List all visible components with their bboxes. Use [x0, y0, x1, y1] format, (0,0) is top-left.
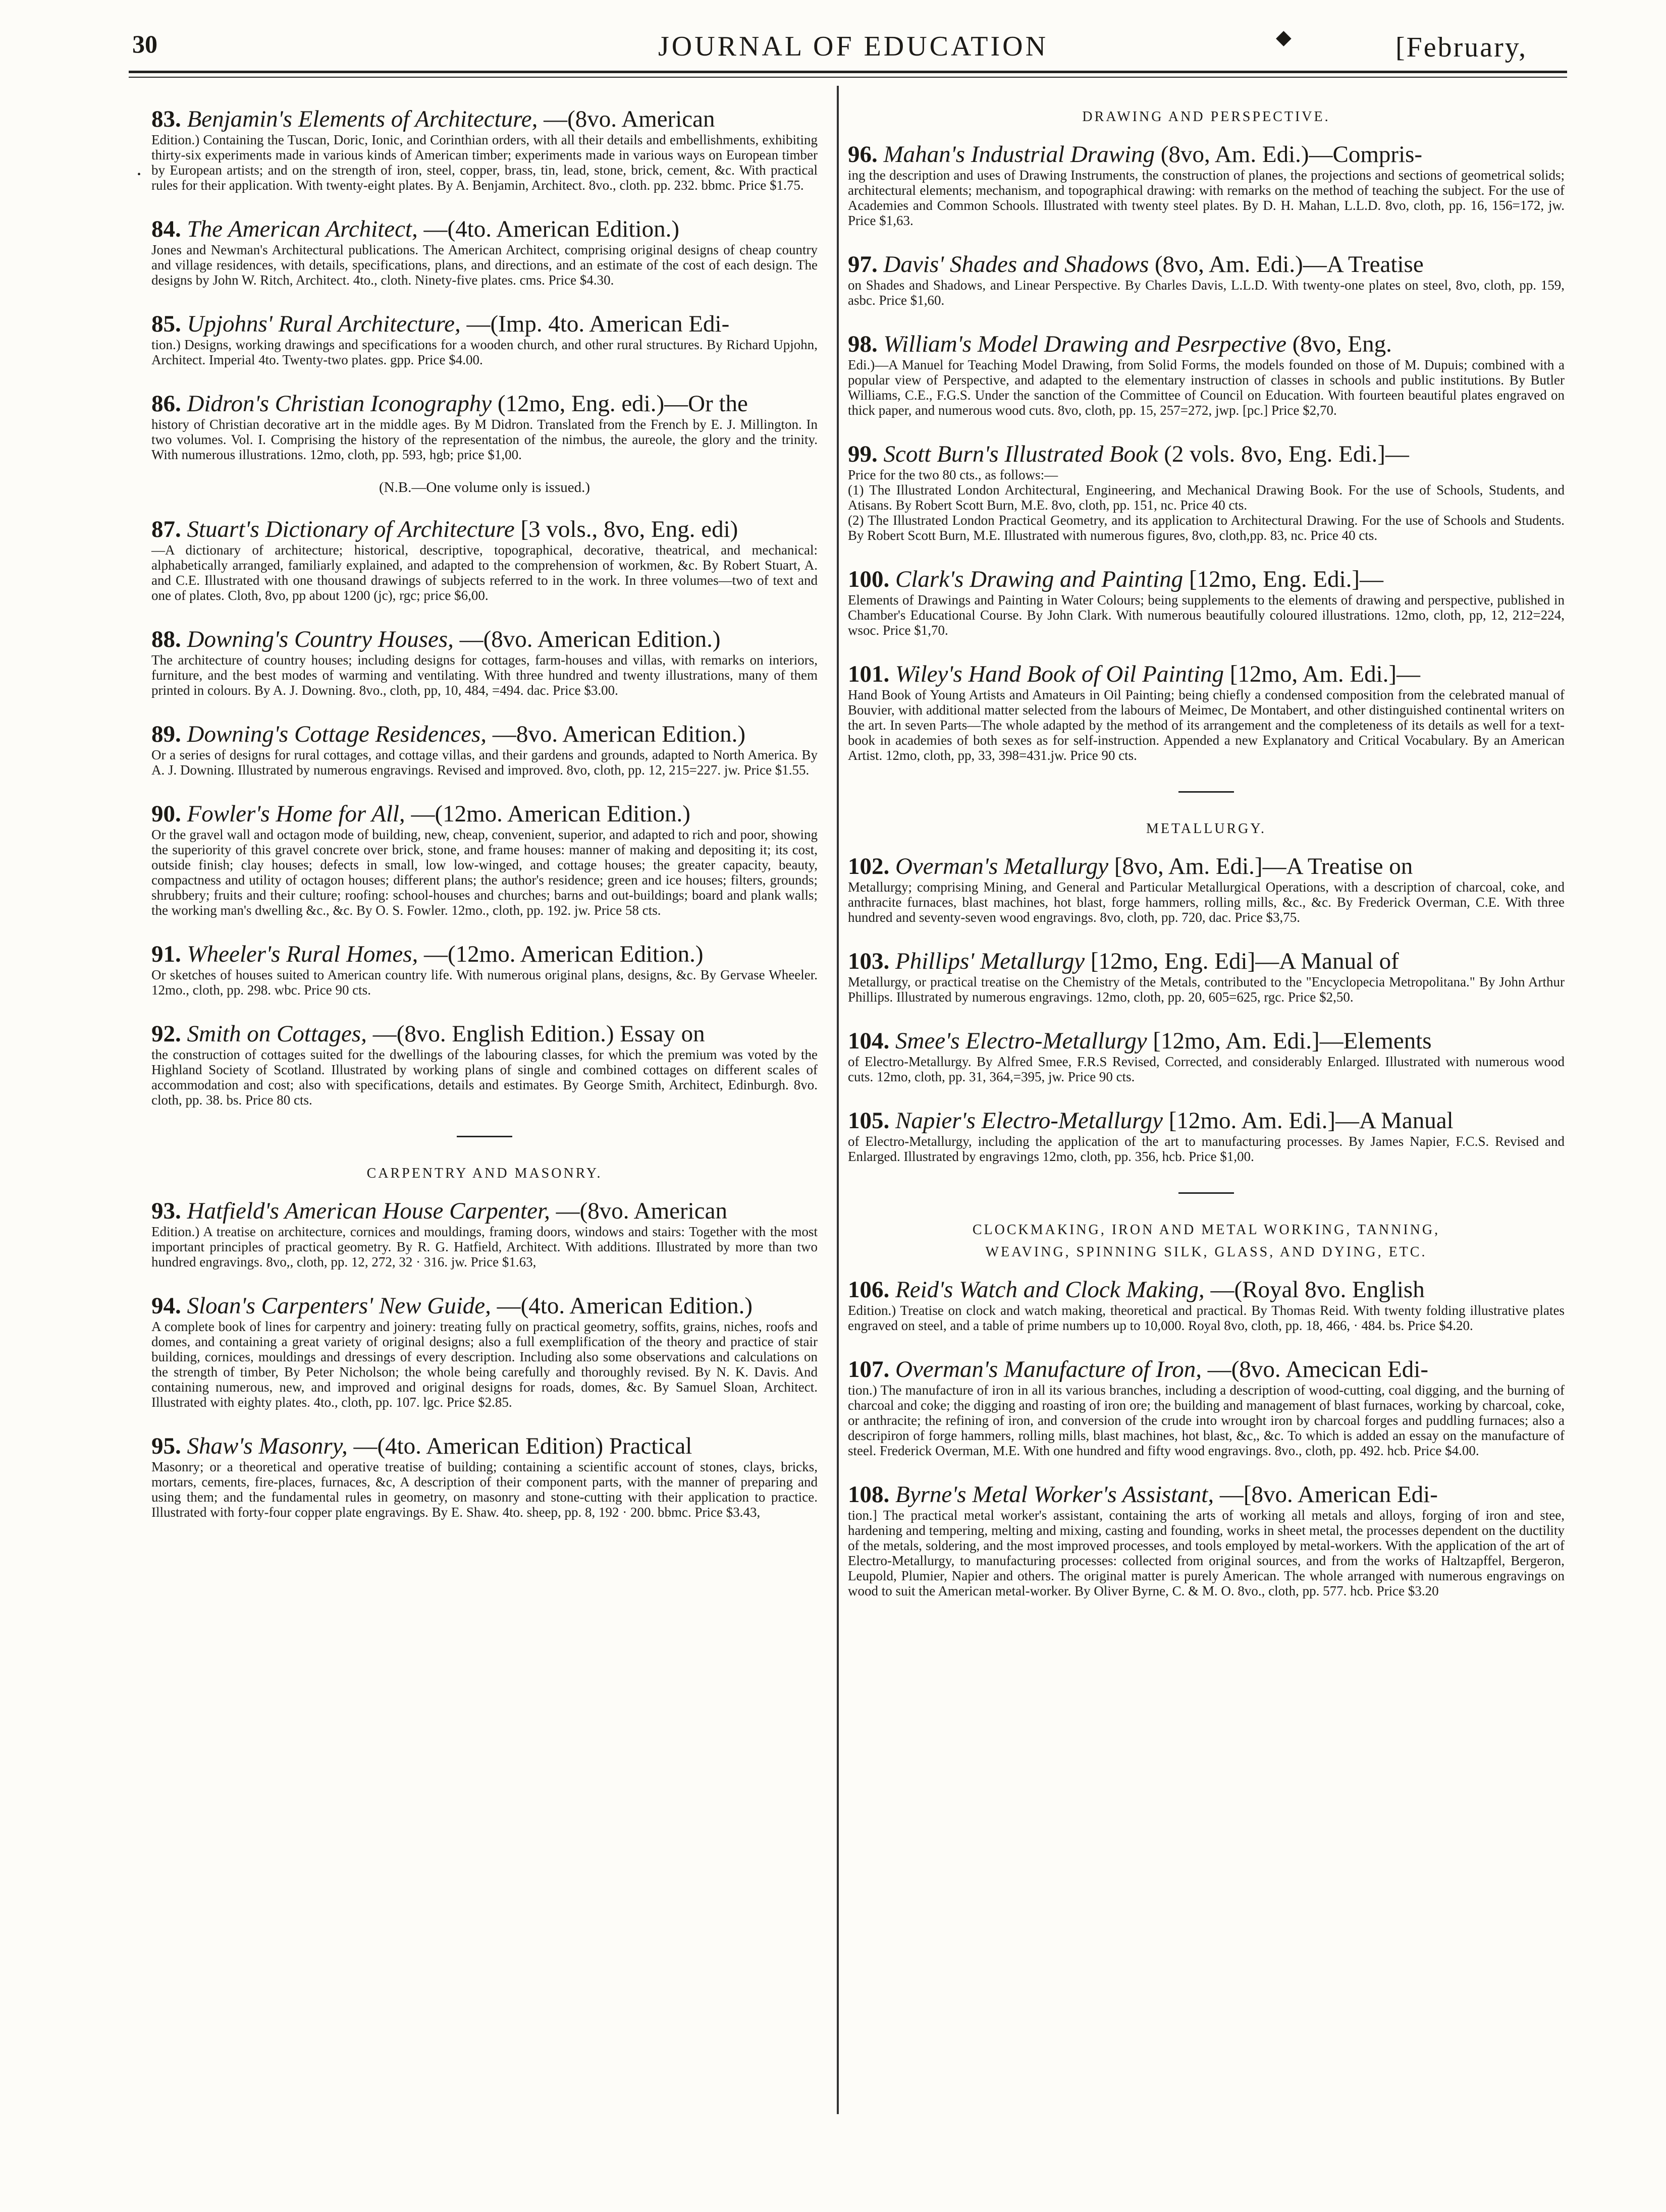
entry-heading — [848, 1028, 1565, 1054]
entry-description: Or a series of designs for rural cottages, and cottage villas, and their gardens and grounds, adapted to North America. By A. J. Downing. Illustrated by numerous engravings. Revised and improved. 8vo, cloth, pp. 12, 215=227. jw. Price $1.55. — [151, 747, 818, 778]
entry-title: Stuart's Dictionary of Architecture — [187, 516, 515, 542]
entry-description: of Electro-Metallurgy. By Alfred Smee, F.R.S Revised, Corrected, and considerably Enlarged. Illustrated with numerous wood cuts. 12mo, cloth, pp. 31, 364,=395, jw. Price 90 cts. — [848, 1054, 1565, 1084]
entry-number: 95. — [151, 1433, 181, 1459]
catalog-entry — [848, 1481, 1565, 1598]
entries-carpentry — [151, 1198, 818, 1520]
entry-title: Benjamin's Elements of Architecture, — [187, 106, 538, 132]
entry-title: Overman's Metallurgy — [895, 853, 1109, 879]
entry-edition: —(Royal 8vo. English — [1210, 1277, 1425, 1303]
catalog-entry — [151, 941, 818, 998]
entry-edition: (8vo, Am. Edi.)—Compris- — [1160, 141, 1423, 168]
catalog-entry — [151, 1293, 818, 1410]
page-number: 30 — [132, 30, 157, 58]
section-title-clockmaking-line1: CLOCKMAKING, IRON AND METAL WORKING, TANNING, — [972, 1222, 1440, 1238]
entry-title: Downing's Cottage Residences, — [187, 721, 487, 747]
entry-title: Davis' Shades and Shadows — [883, 251, 1149, 278]
volume-note: (N.B.—One volume only is issued.) — [379, 479, 590, 495]
entry-description: Price for the two 80 cts., as follows:— — [848, 467, 1058, 482]
entry-number: 90. — [151, 801, 181, 827]
entry-description: —A dictionary of architecture; historical, descriptive, topographical, decorative, theatrical, and mechanical: alphabetically arranged, familiarly explained, and adapted to the comprehension of workmen, &c. By Robert Stuart, A. and C.E. Illustrated with one thousand drawings of subjects referred to in the work. In three volumes—two of text and one of plates. Cloth, 8vo, pp about 1200 (jc), rgc; price $6,00. — [151, 542, 818, 603]
entry-edition: —(4to. American Edition.) — [497, 1293, 753, 1319]
catalog-entry — [848, 661, 1565, 763]
entry-description: Masonry; or a theoretical and operative treatise of building; containing a scientific account of stones, clays, bricks, mortars, cements, fire-places, furnaces, &c, A description of their component parts, with the manner of preparing and using them; and the fundamental rules in geometry, on masonry and stone-cutting with their application to practice. Illustrated with forty-four copper plate engravings. By E. Shaw. 4to. sheep, pp. 8, 192 · 200. bbmc. Price $3.43, — [151, 1459, 818, 1520]
entry-description: the construction of cottages suited for the dwellings of the labouring classes, for which the premium was voted by the Highland Society of Scotland. Illustrated by working plans of single and combined cottages on different scales of accommodation and cost; also with specifications, details and estimates. By George Smith, Architect, Edinburgh. 8vo. cloth, pp. 38. bs. Price 80 cts. — [151, 1047, 818, 1108]
entries-drawing — [848, 141, 1565, 763]
entry-title: Shaw's Masonry, — [187, 1433, 348, 1459]
entry-number: 102. — [848, 853, 890, 879]
entry-edition: [8vo, Am. Edi.]—A Treatise on — [1114, 853, 1413, 879]
entry-sub-item: (1) The Illustrated London Architectural, Engineering, and Mechanical Drawing Book. For the use of Schools, Students, and Atisans. By Robert Scott Burn, M.E. 8vo, cloth, pp. 151, nc. Price 40 cts. — [848, 482, 1565, 513]
entry-edition: —(8vo. American — [556, 1198, 727, 1224]
right-column — [848, 106, 1565, 1622]
entry-number: 83. — [151, 106, 181, 132]
entry-heading — [848, 1356, 1565, 1382]
journal-title-text: JOURNAL OF EDUCATION — [658, 31, 1049, 62]
entry-title: The American Architect, — [187, 216, 418, 242]
entry-edition: —(8vo. American Edition.) — [459, 626, 721, 652]
catalog-entry — [151, 1433, 818, 1520]
entry-edition: —(8vo. Amecican Edi- — [1207, 1356, 1429, 1382]
entry-title: Didron's Christian Iconography — [187, 391, 492, 417]
entry-edition: —(8vo. English Edition.) Essay on — [372, 1021, 705, 1047]
catalog-entry — [151, 626, 818, 698]
entry-number: 87. — [151, 516, 181, 542]
section-title-metallurgy: METALLURGY. — [1146, 821, 1267, 837]
entry-edition: —8vo. American Edition.) — [492, 721, 746, 747]
entry-heading — [151, 941, 818, 967]
entry-number: 106. — [848, 1277, 890, 1303]
entry-title: Scott Burn's Illustrated Book — [883, 441, 1158, 467]
entry-description: Metallurgy, or practical treatise on the Chemistry of the Metals, contributed to the "Encyclopecia Metropolitana." By John Arthur Phillips. Illustrated by numerous engravings. 12mo, cloth, pp. 20, 605=625, rgc. Price $2,50. — [848, 974, 1565, 1005]
catalog-entry — [848, 566, 1565, 638]
catalog-entry — [151, 106, 818, 193]
entry-description: Metallurgy; comprising Mining, and General and Particular Metallurgical Operations, with a description of charcoal, coke, and anthracite furnaces, blast machines, hot blast, forge hammers, rolling mills, &c., &c. By Frederick Overman, C.E. With three hundred and seventy-seven wood engravings. 8vo, cloth, pp. 720, dac. Price $3,75. — [848, 879, 1565, 925]
catalog-entry — [848, 441, 1565, 543]
entry-title: Clark's Drawing and Painting — [895, 566, 1184, 592]
entry-heading — [151, 626, 818, 652]
issue-month: [February, — [1395, 32, 1528, 63]
entry-heading — [151, 106, 818, 132]
section-divider-rule — [1178, 1192, 1234, 1194]
catalog-entry — [151, 391, 818, 462]
section-divider-rule — [457, 1136, 512, 1137]
entry-number: 94. — [151, 1293, 181, 1319]
section-divider-rule — [1178, 791, 1234, 793]
header-rule-thick — [129, 71, 1567, 73]
entry-heading — [848, 141, 1565, 168]
catalog-entry — [848, 251, 1565, 308]
entry-number: 97. — [848, 251, 878, 278]
entry-heading — [848, 441, 1565, 467]
entry-heading — [848, 331, 1565, 357]
catalog-entry — [151, 721, 818, 778]
entry-heading — [151, 516, 818, 542]
entry-description: Hand Book of Young Artists and Amateurs in Oil Painting; being chiefly a condensed composition from the celebrated manual of Bouvier, with additional matter selected from the labours of Meimec, De Montabert, and other distinguished continental writers on the art. In seven Parts—The whole adapted by the method of its arrangement and the completeness of its details as well for a text-book in academies of both sexes as for self-instruction. Appended a new Explanatory and Critical Vocabulary. By an American Artist. 12mo, cloth, pp, 33, 398=431.jw. Price 90 cts. — [848, 687, 1565, 763]
entry-title: Fowler's Home for All, — [187, 801, 405, 827]
entry-edition: —(12mo. American Edition.) — [411, 801, 690, 827]
entry-title: Upjohns' Rural Architecture, — [187, 311, 461, 337]
entry-number: 91. — [151, 941, 181, 967]
entry-number: 89. — [151, 721, 181, 747]
catalog-entry — [848, 1277, 1565, 1333]
entry-description: A complete book of lines for carpentry and joinery: treating fully on practical geometry, soffits, grains, niches, roofs and domes, and containing a great variety of original designs; also a full exemplification of the theory and practice of stair building, cornices, mouldings and dressings of every description. Including also some observations and calculations on the strength of timber, By Peter Nicholson; the whole being carefully and thoroughly revised. By N. K. Davis. And containing numerous, new, and improved and original designs for roads, domes, &c. By Samuel Sloan, Architect. Illustrated with eighty plates. 4to., cloth, pp. 107. lgc. Price $2.85. — [151, 1319, 818, 1410]
page-header — [0, 26, 1666, 75]
entry-edition: —(12mo. American Edition.) — [424, 941, 704, 967]
entry-edition: (8vo, Eng. — [1292, 331, 1392, 357]
entry-edition: —(4to. American Edition.) — [423, 216, 679, 242]
entry-heading — [151, 1433, 818, 1459]
entry-number: 93. — [151, 1198, 181, 1224]
entry-title: Phillips' Metallurgy — [895, 948, 1085, 974]
entry-title: Wheeler's Rural Homes, — [187, 941, 418, 967]
entry-heading — [848, 948, 1565, 974]
entry-title: Byrne's Metal Worker's Assistant, — [895, 1481, 1214, 1508]
entry-title: William's Model Drawing and Pesrpective — [883, 331, 1286, 357]
entry-number: 99. — [848, 441, 878, 467]
catalog-entry — [151, 311, 818, 367]
entry-number: 85. — [151, 311, 181, 337]
entry-number: 98. — [848, 331, 878, 357]
entry-number: 100. — [848, 566, 890, 592]
entry-edition: [12mo, Eng. Edi.]— — [1189, 566, 1384, 592]
entry-description: Elements of Drawings and Painting in Water Colours; being supplements to the elements of drawing and perspective, published in Chamber's Educational Course. By John Clark. With numerous beautifully coloured illustrations. 12mo, cloth, pp, 12, 212=224, wsoc. Price $1,70. — [848, 592, 1565, 638]
entry-heading — [151, 721, 818, 747]
entry-description: history of Christian decorative art in the middle ages. By M Didron. Translated from the French by E. J. Millington. In two volumes. Vol. I. Comprising the history of the representation of the nimbus, the aureole, the glory and the trinity. With numerous illustrations. 12mo, cloth, pp. 593, hgb; price $1,00. — [151, 417, 818, 462]
catalog-entry — [848, 1028, 1565, 1084]
entry-title: Smith on Cottages, — [187, 1021, 367, 1047]
catalog-entry — [848, 1108, 1565, 1164]
entry-description: Edition.) Treatise on clock and watch making, theoretical and practical. By Thomas Reid. With twenty folding illustrative plates engraved on steel, and a table of prime numbers up to 10,000. Royal 8vo, cloth, pp. 18, 466, · 484. bs. Price $4.20. — [848, 1303, 1565, 1333]
entry-number: 101. — [848, 661, 890, 687]
entry-number: 88. — [151, 626, 181, 652]
entry-heading — [848, 661, 1565, 687]
entry-title: Sloan's Carpenters' New Guide, — [187, 1293, 491, 1319]
section-title-drawing: DRAWING AND PERSPECTIVE. — [1082, 109, 1330, 125]
entry-edition: (2 vols. 8vo, Eng. Edi.]— — [1164, 441, 1409, 467]
entry-number: 107. — [848, 1356, 890, 1382]
entry-description: Jones and Newman's Architectural publications. The American Architect, comprising original designs of cheap country and village residences, with details, specifications, plans, and directions, and an estimate of the cost of each design. The designs by John W. Ritch, Architect. 4to., cloth. Ninety-five plates. cms. Price $4.30. — [151, 242, 818, 288]
entry-edition: [12mo, Am. Edi.]—Elements — [1153, 1028, 1432, 1054]
entry-description: tion.] The practical metal worker's assistant, containing the arts of working all metals and alloys, forging of iron and stee, hardening and tempering, melting and mixing, casting and founding, works in sheet metal, the processes dependent on the ductility of the metals, soldering, and the most improved processes, and tools employed by metal-workers. With the application of the art of Electro-Metallurgy, to manufacturing processes: collected from original sources, and from the works of Haltzapffel, Bergeron, Leupold, Plumier, Napier and others. The original matter is purely American. The whole arranged with numerous engravings on wood to suit the American metal-worker. By Oliver Byrne, C. & M. O. 8vo., cloth, pp. 577. hcb. Price $3.20 — [848, 1508, 1565, 1598]
entry-number: 84. — [151, 216, 181, 242]
entry-edition: —(Imp. 4to. American Edi- — [466, 311, 730, 337]
entry-description: The architecture of country houses; including designs for cottages, farm-houses and villas, with remarks on interiors, furniture, and the best modes of warming and ventilating. With three hundred and twenty illustrations, many of them printed in colours. By A. J. Downing. 8vo., cloth, pp, 10, 484, =494. dac. Price $3.00. — [151, 652, 818, 698]
entry-description: ing the description and uses of Drawing Instruments, the construction of planes, the projections and sections of geometrical solids; architectural elements; mechanism, and topographical drawing: with remarks on the method of teaching the subject. For the use of Academies and Common Schools. Illustrated with twenty steel plates. By D. H. Mahan, L.L.D. 8vo, cloth, pp. 16, 156=172, jw. Price $1,63. — [848, 168, 1565, 228]
entry-heading — [848, 1108, 1565, 1134]
entries-metal-working — [848, 1277, 1565, 1598]
entry-edition: [12mo, Eng. Edi]—A Manual of — [1090, 948, 1399, 974]
entry-heading — [151, 1198, 818, 1224]
entry-description: Edi.)—A Manuel for Teaching Model Drawing, from Solid Forms, the models founded on those of M. Dupuis; combined with a popular view of Perspective, and adapted to the elementary instruction of classes in schools and public institutions. By Butler Williams, C.E., F.G.S. Under the sanction of the Committee of Council on Education. With fourteen beautiful plates engraved on thick paper, and numerous wood cuts. 8vo, cloth, pp. 15, 257=272, jwp. [pc.] Price $2,70. — [848, 357, 1565, 418]
entry-sub-item: (2) The Illustrated London Practical Geometry, and its application to Architectural Drawing. For the use of Schools and Students. By Robert Scott Burn, M.E. Illustrated with numerous figures, 8vo, cloth,pp. 83, nc. Price 40 cts. — [848, 513, 1565, 543]
entry-number: 92. — [151, 1021, 181, 1047]
entry-heading — [848, 1277, 1565, 1303]
entry-description: Edition.) Containing the Tuscan, Doric, Ionic, and Corinthian orders, with all their details and embellishments, exhibiting thirty-six experiments made in various kinds of American timber; experiments made in various ways on European timber by European artists; and on the strength of iron, steel, copper, brass, tin, lead, stone, brick, cement, &c. With practical rules for their application. With twenty-eight plates. By A. Benjamin, Architect. 8vo., cloth. pp. 232. bbmc. Price $1.75. — [151, 132, 818, 193]
entry-heading — [151, 801, 818, 827]
entry-edition: (12mo, Eng. edi.)—Or the — [497, 391, 748, 417]
entry-edition: —(4to. American Edition) Practical — [353, 1433, 692, 1459]
catalog-entry — [151, 801, 818, 918]
catalog-entry — [848, 331, 1565, 418]
entry-number: 105. — [848, 1108, 890, 1134]
catalog-entry — [151, 1021, 818, 1108]
entry-number: 103. — [848, 948, 890, 974]
entries-metallurgy — [848, 853, 1565, 1164]
entry-edition: [12mo, Am. Edi.]— — [1229, 661, 1421, 687]
entry-title: Reid's Watch and Clock Making, — [895, 1277, 1205, 1303]
entry-title: Downing's Country Houses, — [187, 626, 454, 652]
catalog-entry — [151, 516, 818, 603]
entry-heading — [848, 1481, 1565, 1508]
entry-number: 96. — [848, 141, 878, 168]
catalog-entry — [848, 141, 1565, 228]
entry-heading — [151, 391, 818, 417]
entry-description: on Shades and Shadows, and Linear Perspective. By Charles Davis, L.L.D. With twenty-one plates on steel, 8vo, cloth, pp. 159, asbc. Price $1,60. — [848, 278, 1565, 308]
entry-number: 86. — [151, 391, 181, 417]
entry-number: 104. — [848, 1028, 890, 1054]
entry-description: of Electro-Metallurgy, including the application of the art to manufacturing processes. By James Napier, F.C.S. Revised and Enlarged. Illustrated by engravings 12mo, cloth, pp. 356, hcb. Price $1,00. — [848, 1134, 1565, 1164]
diamond-ornament-icon: ◆ — [1276, 26, 1292, 48]
catalog-entry — [151, 216, 818, 288]
entry-heading — [848, 251, 1565, 278]
entry-description: tion.) The manufacture of iron in all its various branches, including a description of wood-cutting, coal digging, and the burning of charcoal and coke; the digging and roasting of iron ore; the building and management of blast furnaces, working by charcoal, coke, or anthracite; the refining of iron, and conversion of the crude into wrought iron by charcoal forges and puddling furnaces; also a descripiron of forge hammers, rolling mills, blast machines, hot blast, &c,, &c. To which is added an essay on the manufacture of steel. Frederick Overman, M.E. With one hundred and fifty wood engravings. 8vo., cloth, pp. 492. hcb. Price $4.00. — [848, 1382, 1565, 1458]
entry-heading — [848, 853, 1565, 879]
left-column — [151, 106, 818, 1543]
section-title-clockmaking-line2: WEAVING, SPINNING SILK, GLASS, AND DYING, ETC. — [985, 1244, 1427, 1260]
entries-architecture-a — [151, 106, 818, 462]
entry-title: Mahan's Industrial Drawing — [883, 141, 1155, 168]
entry-heading — [848, 566, 1565, 592]
entry-description: Or sketches of houses suited to American country life. With numerous original plans, designs, &c. By Gervase Wheeler. 12mo., cloth, pp. 298. wbc. Price 90 cts. — [151, 967, 818, 998]
entry-heading — [151, 1021, 818, 1047]
entry-heading — [151, 1293, 818, 1319]
entry-edition: [3 vols., 8vo, Eng. edi) — [520, 516, 738, 542]
entry-description: Or the gravel wall and octagon mode of building, new, cheap, convenient, superior, and adapted to rich and poor, showing the superiority of this gravel concrete over brick, stone, and frame houses: manner of making and depositing it; its cost, outside finish; clay houses; defects in small, low low-winged, and cottage houses; the greater capacity, beauty, compactness and utility of octagon houses; different plans; the author's residence; green and ice houses; filters, grounds; shrubbery; fruits and their culture; roofing: school-houses and churches; barns and out-buildings; board and plank walls; the working man's dwelling &c., &c. By O. S. Fowler. 12mo., cloth, pp. 192. jw. Price 58 cts. — [151, 827, 818, 918]
entries-architecture-b — [151, 516, 818, 1108]
catalog-entry — [848, 948, 1565, 1005]
catalog-entry — [848, 853, 1565, 925]
entry-title: Napier's Electro-Metallurgy — [895, 1108, 1163, 1134]
entry-number: 108. — [848, 1481, 890, 1508]
section-title-clockmaking — [848, 1219, 1565, 1263]
entry-edition: (8vo, Am. Edi.)—A Treatise — [1155, 251, 1424, 278]
entry-heading — [151, 311, 818, 337]
entry-title: Smee's Electro-Metallurgy — [895, 1028, 1147, 1054]
header-rule-thin — [129, 77, 1567, 78]
entry-heading — [151, 216, 818, 242]
entry-title: Overman's Manufacture of Iron, — [895, 1356, 1202, 1382]
column-divider — [837, 86, 839, 2114]
entry-description: tion.) Designs, working drawings and specifications for a wooden church, and other rural structures. By Richard Upjohn, Architect. Imperial 4to. Twenty-two plates. gpp. Price $4.00. — [151, 337, 818, 367]
entry-edition: —[8vo. American Edi- — [1219, 1481, 1438, 1508]
entry-description: Edition.) A treatise on architecture, cornices and mouldings, framing doors, windows and stairs: Together with the most important principles of practical geometry. By R. G. Hatfield, Architect. With additions. Illustrated by more than two hundred engravings. 8vo,, cloth, pp. 12, 272, 32 · 316. jw. Price $1.63, — [151, 1224, 818, 1269]
entry-title: Wiley's Hand Book of Oil Painting — [895, 661, 1224, 687]
catalog-entry — [848, 1356, 1565, 1458]
catalog-entry — [151, 1198, 818, 1269]
entry-title: Hatfield's American House Carpenter, — [187, 1198, 550, 1224]
entry-edition: —(8vo. American — [544, 106, 715, 132]
entry-edition: [12mo. Am. Edi.]—A Manual — [1168, 1108, 1454, 1134]
margin-dot-icon: • — [137, 169, 141, 180]
section-title-carpentry: CARPENTRY AND MASONRY. — [366, 1166, 603, 1181]
